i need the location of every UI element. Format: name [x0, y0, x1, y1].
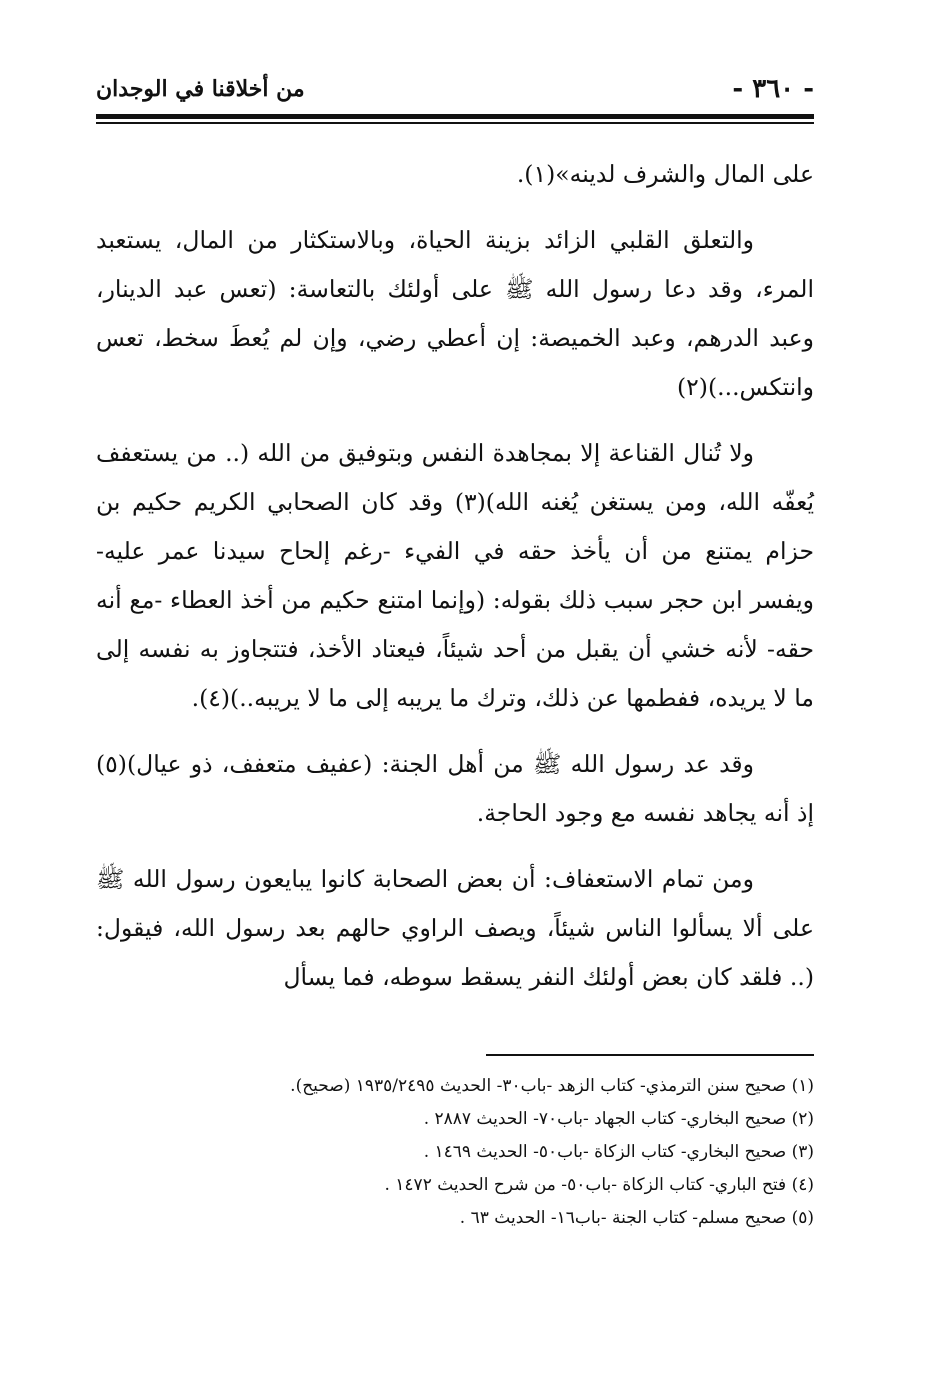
footnote-separator	[486, 1054, 814, 1056]
paragraph: والتعلق القلبي الزائد بزينة الحياة، وبالاستكثار من المال، يستعبد المرء، وقد دعا رسول الله ﷺ على أولئك بالتعاسة: (تعس عبد الدينار، وعبد الدرهم، وعبد الخميصة: إن أعطي رضي، وإن لم يُعطَ سخط، تعس وانتكس...)(٢)	[96, 226, 814, 401]
paragraph: على المال والشرف لدينه»(١).	[516, 160, 814, 188]
header-rule-thin	[96, 122, 814, 124]
footnote: (٣) صحيح البخاري- كتاب الزكاة -باب٥٠- الحديث ١٤٦٩ .	[423, 1142, 814, 1162]
footnote: (١) صحيح سنن الترمذي- كتاب الزهد -باب٣٠- الحديث ١٩٣٥/٢٤٩٥ (صحيح).	[290, 1076, 814, 1096]
footnotes	[96, 1070, 814, 1235]
footnote: (٥) صحيح مسلم- كتاب الجنة -باب١٦- الحديث ٦٣ .	[459, 1208, 814, 1228]
page-number: - ٣٦٠ -	[732, 74, 814, 104]
paragraph: ومن تمام الاستعفاف: أن بعض الصحابة كانوا يبايعون رسول الله ﷺ على ألا يسألوا الناس شيئاً، ويصف الراوي حالهم بعد رسول الله، فيقول: (.. فلقد كان بعض أولئك النفر يسقط سوطه، فما يسأل	[96, 865, 814, 991]
header-rule-thick	[96, 114, 814, 119]
running-title: من أخلاقنا في الوجدان	[96, 76, 305, 102]
paragraph: وقد عد رسول الله ﷺ من أهل الجنة: (عفيف متعفف، ذو عيال)(٥) إذ أنه يجاهد نفسه مع وجود الحاجة.	[96, 750, 814, 827]
page-header	[96, 70, 814, 110]
body-text	[96, 150, 814, 1019]
paragraph: ولا تُنال القناعة إلا بمجاهدة النفس وبتوفيق من الله (.. من يستعفف يُعفّه الله، ومن يستغن يُغنه الله)(٣) وقد كان الصحابي الكريم حكيم بن حزام يمتنع من أن يأخذ حقه في الفيء -رغم إلحاح سيدنا عمر عليه- ويفسر ابن حجر سبب ذلك بقوله: (وإنما امتنع حكيم من أخذ العطاء -مع أنه حقه- لأنه خشي أن يقبل من أحد شيئاً، فيعتاد الأخذ، فتتجاوز به نفسه إلى ما لا يريده، ففطمها عن ذلك، وترك ما يريبه إلى ما لا يريبه..)(٤).	[96, 439, 814, 712]
footnote: (٤) فتح الباري- كتاب الزكاة -باب٥٠- من شرح الحديث ١٤٧٢ .	[384, 1175, 814, 1195]
footnote: (٢) صحيح البخاري- كتاب الجهاد -باب٧٠- الحديث ٢٨٨٧ .	[423, 1109, 814, 1129]
